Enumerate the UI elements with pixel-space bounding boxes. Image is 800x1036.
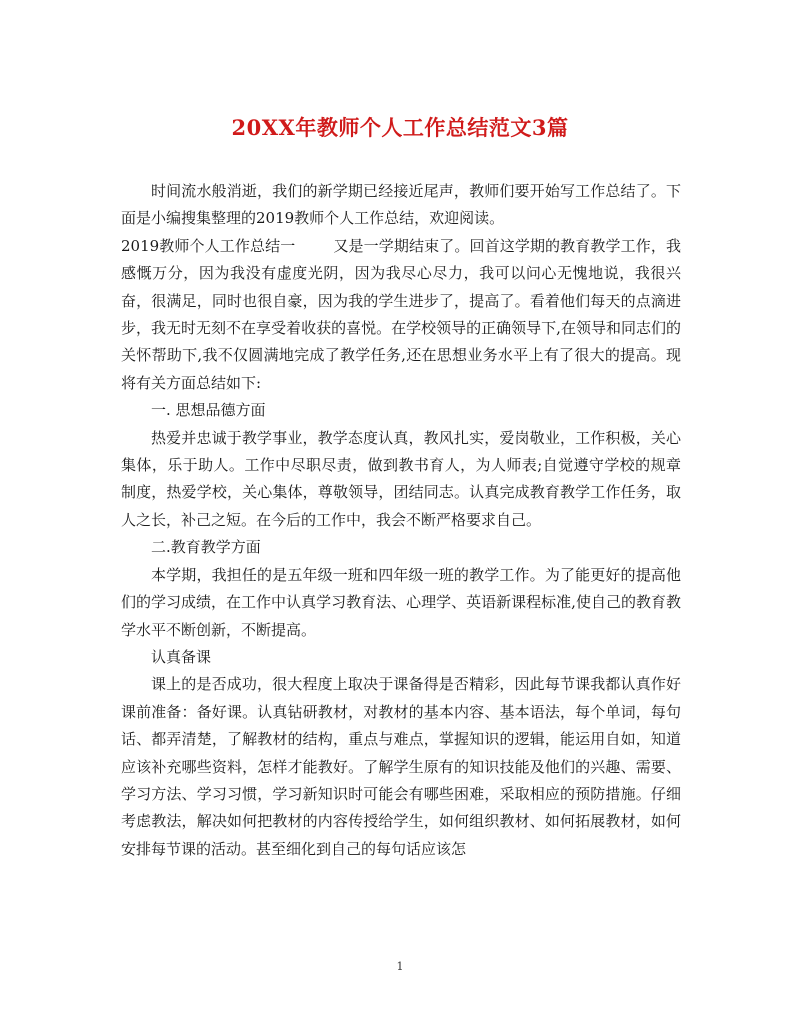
part1-label: 2019教师个人工作总结一 <box>121 236 296 255</box>
subsection-paragraph: 课上的是否成功，很大程度上取决于课备得是否精彩，因此每节课我都认真作好课前准备：备好课。认真钻研教材，对教材的基本内容、基本语法，每个单词，每句话、都弄清楚，了解教材的结构，重点与难点，掌握知识的逻辑，能运用自如，知道应该补充哪些资料，怎样才能教好。了解学生原有的知识技能及他们的兴趣、需要、学习方法、学习习惯，学习新知识时可能会有哪些困难，采取相应的预防措施。仔细考虑教法，解决如何把教材的内容传授给学生，如何组织教材、如何拓展教材，如何安排每节课的活动。甚至细化到自己的每句话应该怎 <box>121 675 681 858</box>
subsection-heading: 认真备课 <box>151 647 212 666</box>
intro-paragraph: 时间流水般消逝，我们的新学期已经接近尾声，教师们要开始写工作总结了。下面是小编搜集整理的2019教师个人工作总结，欢迎阅读。 <box>121 182 681 228</box>
document-body <box>121 178 681 863</box>
section2-heading: 二.教育教学方面 <box>151 538 261 557</box>
part1-text: 又是一学期结束了。回首这学期的教育教学工作，我感慨万分，因为我没有虚度光阴，因为我尽心尽力，我可以问心无愧地说，我很兴奋，很满足，同时也很自豪，因为我的学生进步了，提高了。看着他们每天的点滴进步，我无时无刻不在享受着收获的喜悦。在学校领导的正确领导下,在领导和同志们的关怀帮助下,我不仅圆满地完成了教学任务,还在思想业务水平上有了很大的提高。现将有关方面总结如下: <box>121 236 681 392</box>
section2-paragraph: 本学期，我担任的是五年级一班和四年级一班的教学工作。为了能更好的提高他们的学习成绩，在工作中认真学习教育法、心理学、英语新课程标准,使自己的教育教学水平不断创新，不断提高。 <box>121 565 681 639</box>
document-title: 20XX年教师个人工作总结范文3篇 <box>231 115 569 140</box>
part1-paragraph <box>121 233 681 397</box>
section1-heading: 一. 思想品德方面 <box>151 401 266 420</box>
section1-paragraph: 热爱并忠诚于教学事业，教学态度认真，教风扎实，爱岗敬业，工作积极，关心集体，乐于助人。工作中尽职尽责，做到教书育人，为人师表;自觉遵守学校的规章制度，热爱学校，关心集体，尊敬领导，团结同志。认真完成教育教学工作任务，取人之长，补己之短。在今后的工作中，我会不断严格要求自己。 <box>121 428 681 529</box>
page-number: 1 <box>396 960 404 973</box>
